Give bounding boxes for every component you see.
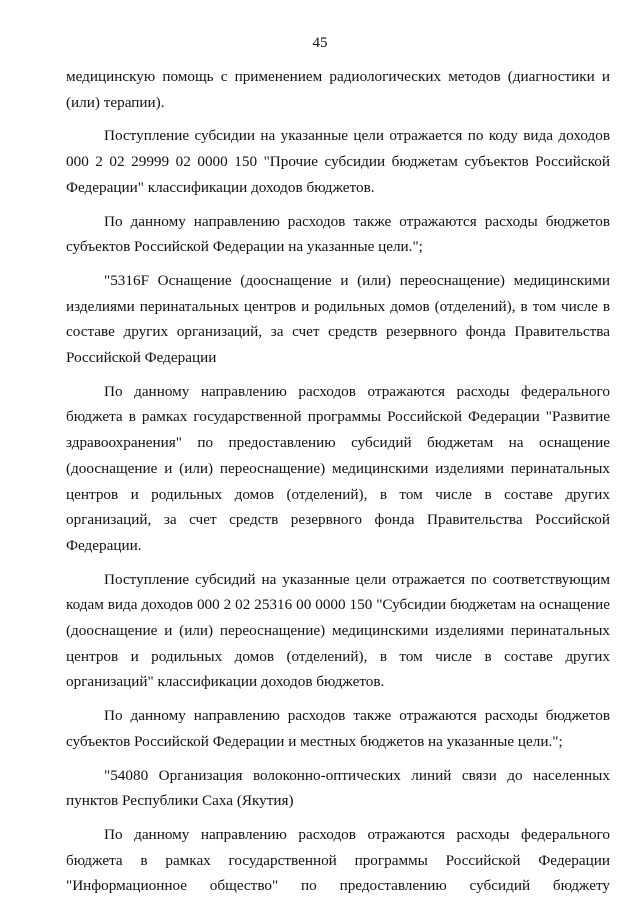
page-number: 45 xyxy=(312,35,328,51)
paragraph: "5316F Оснащение (дооснащение и (или) переоснащение) медицинскими изделиями перинатальных центров и родильных домов (отделений), в том числе в составе других организаций, за счет средств резервного фонда Правительства Российской Федерации xyxy=(66,271,610,367)
paragraph: Поступление субсидий на указанные цели отражается по соответствующим кодам вида доходов 000 2 02 25316 00 0000 150 "Субсидии бюджетам на оснащение (дооснащение и (или) переоснащение) медицинскими изделиями перинатальных центров и родильных домов (отделений), в том числе в составе других организаций" классификации доходов бюджетов. xyxy=(66,570,610,691)
paragraph: Поступление субсидии на указанные цели отражается по коду вида доходов 000 2 02 29999 02 0000 150 "Прочие субсидии бюджетам субъектов Российской Федерации" классификации доходов бюджетов. xyxy=(66,127,610,196)
paragraph: По данному направлению расходов отражаются расходы федерального бюджета в рамках государственной программы Российской Федерации "Развитие здравоохранения" по предоставлению субсидий бюджетам на оснащение (дооснащение и (или) переоснащение) медицинскими изделиями перинатальных центров и родильных домов (отделений), в том числе в составе других организаций, за счет средств резервного фонда Правительства Российской Федерации. xyxy=(66,382,610,554)
paragraph: По данному направлению расходов также отражаются расходы бюджетов субъектов Российской Федерации и местных бюджетов на указанные цели."; xyxy=(66,707,610,750)
paragraph: медицинскую помощь с применением радиологических методов (диагностики и (или) терапии). xyxy=(66,68,610,111)
paragraph: "54080 Организация волоконно-оптических линий связи до населенных пунктов Республики Саха (Якутия) xyxy=(66,766,610,810)
paragraph: По данному направлению расходов отражаются расходы федерального бюджета в рамках государственной программы Российской Федерации "Информационное общество" по предоставлению субсидий бюджету xyxy=(66,825,610,895)
paragraph: По данному направлению расходов также отражаются расходы бюджетов субъектов Российской Федерации на указанные цели."; xyxy=(66,212,610,256)
body-text xyxy=(66,64,610,907)
